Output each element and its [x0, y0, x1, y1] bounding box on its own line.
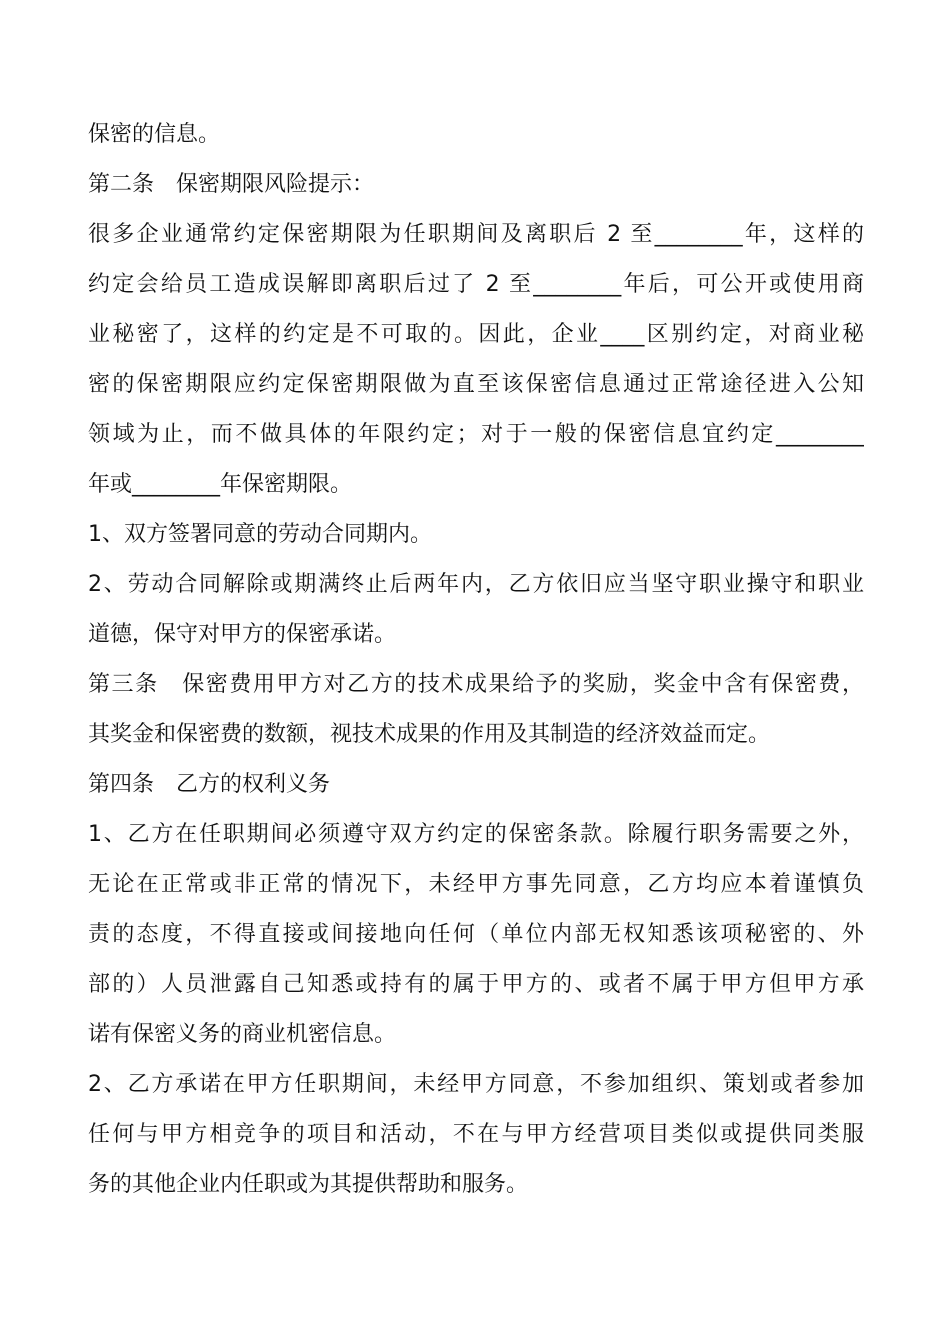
document-body: [88, 110, 864, 1210]
text-line: 约定会给员工造成误解即离职后过了 2 至________年后，可公开或使用商: [88, 272, 864, 297]
text-line: 责的态度，不得直接或间接地向任何（单位内部无权知悉该项秘密的、外: [88, 922, 864, 947]
text-line: 部的）人员泄露自己知悉或持有的属于甲方的、或者不属于甲方但甲方承: [88, 972, 864, 997]
text-line: 密的保密期限应约定保密期限做为直至该保密信息通过正常途径进入公知: [88, 372, 864, 397]
text-line: 道德，保守对甲方的保密承诺。: [88, 622, 397, 647]
list-item: 2、乙方承诺在甲方任职期间，未经甲方同意，不参加组织、策划或者参加: [88, 1072, 864, 1097]
text-line: 很多企业通常约定保密期限为任职期间及离职后 2 至________年，这样的: [88, 222, 864, 247]
text-line: 任何与甲方相竞争的项目和活动，不在与甲方经营项目类似或提供同类服: [88, 1122, 864, 1147]
text-line: 年或________年保密期限。: [88, 472, 353, 497]
section-heading: 第四条 乙方的权利义务: [88, 772, 331, 797]
list-item: 1、乙方在任职期间必须遵守双方约定的保密条款。除履行职务需要之外，: [88, 822, 864, 847]
text-line: 领域为止，而不做具体的年限约定；对于一般的保密信息宜约定________: [88, 422, 864, 447]
text-line: 业秘密了，这样的约定是不可取的。因此，企业____区别约定，对商业秘: [88, 322, 864, 347]
list-item: 2、劳动合同解除或期满终止后两年内，乙方依旧应当坚守职业操守和职业: [88, 572, 864, 597]
section-heading: 第二条 保密期限风险提示：: [88, 172, 375, 197]
list-item: 1、双方签署同意的劳动合同期内。: [88, 522, 432, 547]
text-line: 务的其他企业内任职或为其提供帮助和服务。: [88, 1172, 529, 1197]
text-line: 诺有保密义务的商业机密信息。: [88, 1022, 397, 1047]
section-heading: 第三条 保密费用甲方对乙方的技术成果给予的奖励，奖金中含有保密费，: [88, 672, 864, 697]
text-line: 其奖金和保密费的数额，视技术成果的作用及其制造的经济效益而定。: [88, 722, 771, 747]
text-line: 保密的信息。: [88, 122, 221, 147]
text-line: 无论在正常或非正常的情况下，未经甲方事先同意，乙方均应本着谨慎负: [88, 872, 864, 897]
